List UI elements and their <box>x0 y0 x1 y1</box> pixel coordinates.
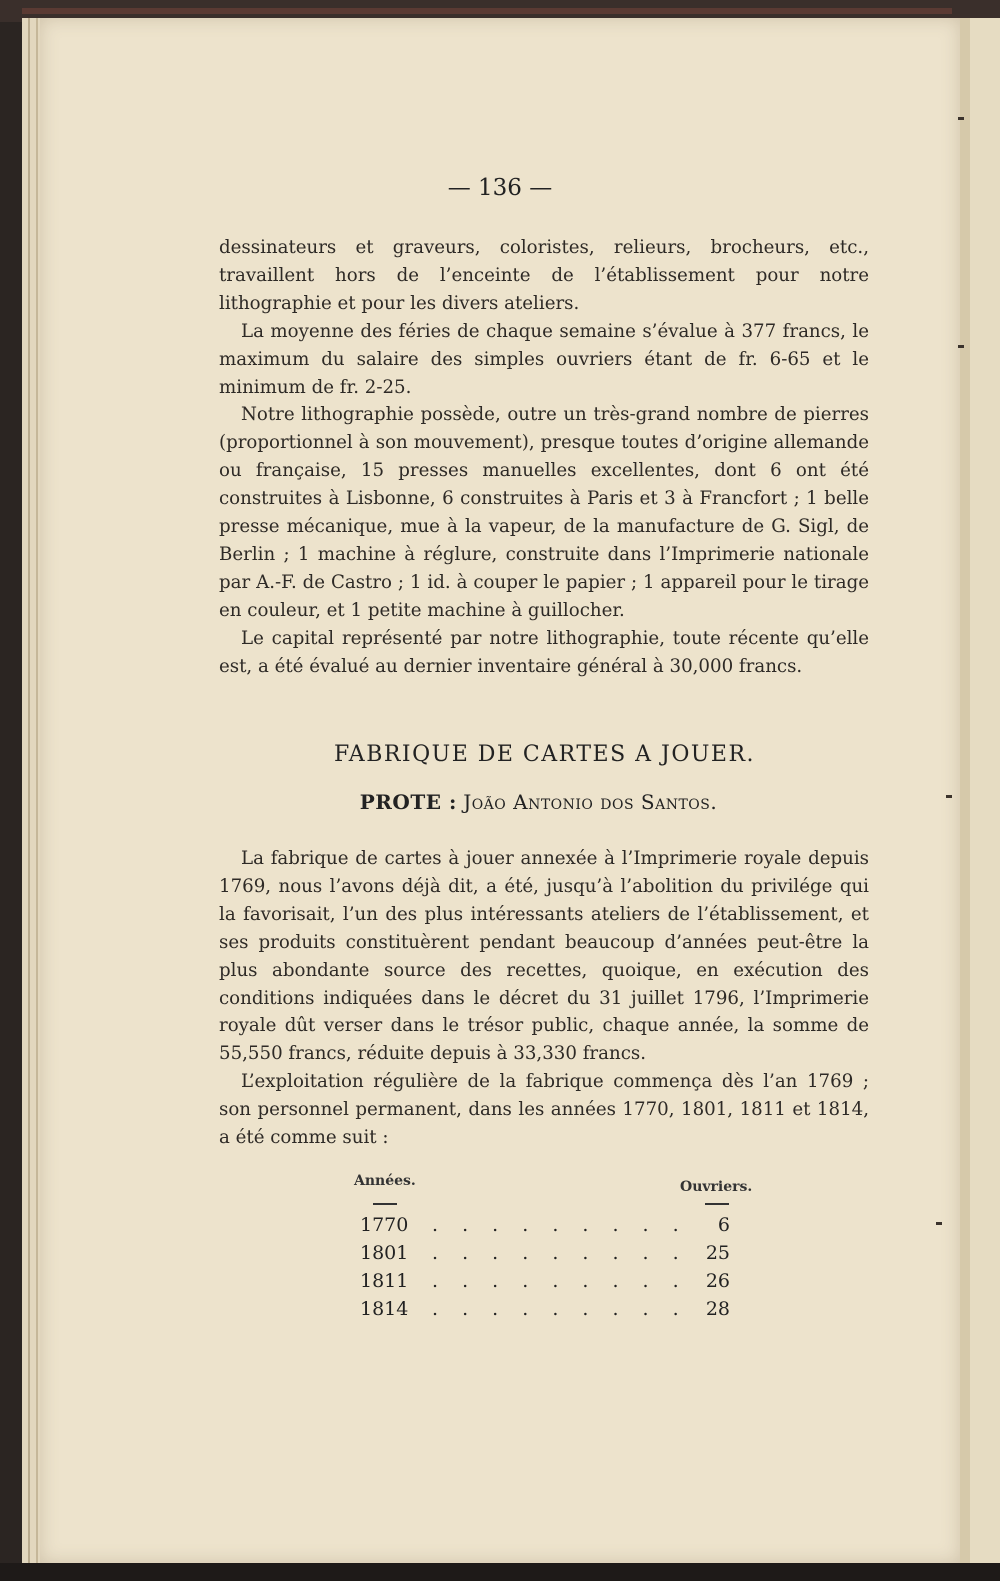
table-row <box>360 1270 730 1298</box>
year-cell: 1811 <box>360 1270 409 1292</box>
leader-dots: . . . . . . . . . <box>432 1242 688 1264</box>
paragraph: La moyenne des féries de chaque semaine s’évalue à 377 francs, le maximum du salaire des simples ouvriers étant de fr. 6-65 et le minimum de fr. 2-25. <box>219 320 869 398</box>
table-header-years: Années. <box>354 1173 416 1189</box>
table-header-workers: Ouvriers. <box>680 1179 753 1195</box>
paragraph: L’exploitation régulière de la fabrique commença dès l’an 1769 ; son personnel permanent, dans les années 1770, 1801, 1811 et 1814, a été comme suit : <box>219 1071 869 1149</box>
paragraph: dessinateurs et graveurs, coloristes, relieurs, brocheurs, etc., travaillent hors de l’enceinte de l’établissement pour notre lithographie et pour les divers ateliers. <box>219 237 869 314</box>
paragraph: La fabrique de cartes à jouer annexée à l’Imprimerie royale depuis 1769, nous l’avons déjà dit, a été, jusqu’à l’abolition du privilége qui la favorisait, l’un des plus intéressants ateliers de l’établissement, et ses produits constituèrent pendant beaucoup d’années peut-être la plus abondante source des recettes, quoique, en exécution des conditions indiquées dans le décret du 31 juillet 1796, l’Imprimerie royale dût verser dans le trésor public, chaque année, la somme de 55,550 francs, réduite depuis à 33,330 francs. <box>219 848 869 1065</box>
paragraph: Notre lithographie possède, outre un très-grand nombre de pierres (proportionnel à son mouvement), presque toutes d’origine allemande ou française, 15 presses manuelles excellentes, dont 6 ont été construites à Lisbonne, 6 construites à Paris et 3 à Francfort ; 1 belle presse mécanique, mue à la vapeur, de la manufacture de G. Sigl, de Berlin ; 1 machine à réglure, construite dans l’Imprimerie nationale par A.-F. de Castro ; 1 id. à couper le papier ; 1 appareil pour le tirage en couleur, et 1 petite machine à guillocher. <box>219 404 869 621</box>
header-rule <box>705 1203 729 1205</box>
leader-dots: . . . . . . . . . <box>432 1298 688 1320</box>
prote-line <box>0 790 1000 814</box>
prote-label: PROTE : <box>359 790 457 814</box>
section-title: FABRIQUE DE CARTES A JOUER. <box>333 742 756 767</box>
top-binding-line <box>22 8 952 14</box>
workers-cell: 28 <box>705 1298 730 1320</box>
workers-cell: 6 <box>717 1214 730 1236</box>
prote-name: João Antonio dos Santos. <box>463 790 718 814</box>
year-cell: 1770 <box>360 1214 409 1236</box>
table-row <box>360 1298 730 1326</box>
leader-dots: . . . . . . . . . <box>432 1270 688 1292</box>
workers-cell: 25 <box>705 1242 730 1264</box>
bottom-border <box>0 1563 1000 1581</box>
workers-cell: 26 <box>705 1270 730 1292</box>
edge-mark <box>958 117 964 120</box>
edge-mark <box>958 345 964 348</box>
edge-mark <box>936 1222 942 1225</box>
table-row <box>360 1242 730 1270</box>
text-block-bottom <box>219 845 869 1152</box>
page-number: — 136 — <box>447 175 553 201</box>
year-cell: 1801 <box>360 1242 409 1264</box>
table-row <box>360 1214 730 1242</box>
leader-dots: . . . . . . . . . <box>432 1214 688 1236</box>
text-block-top <box>219 234 869 681</box>
year-cell: 1814 <box>360 1298 409 1320</box>
header-rule <box>373 1203 397 1205</box>
paragraph: Le capital représenté par notre lithographie, toute récente qu’elle est, a été évalué au dernier inventaire général à 30,000 francs. <box>219 627 869 677</box>
